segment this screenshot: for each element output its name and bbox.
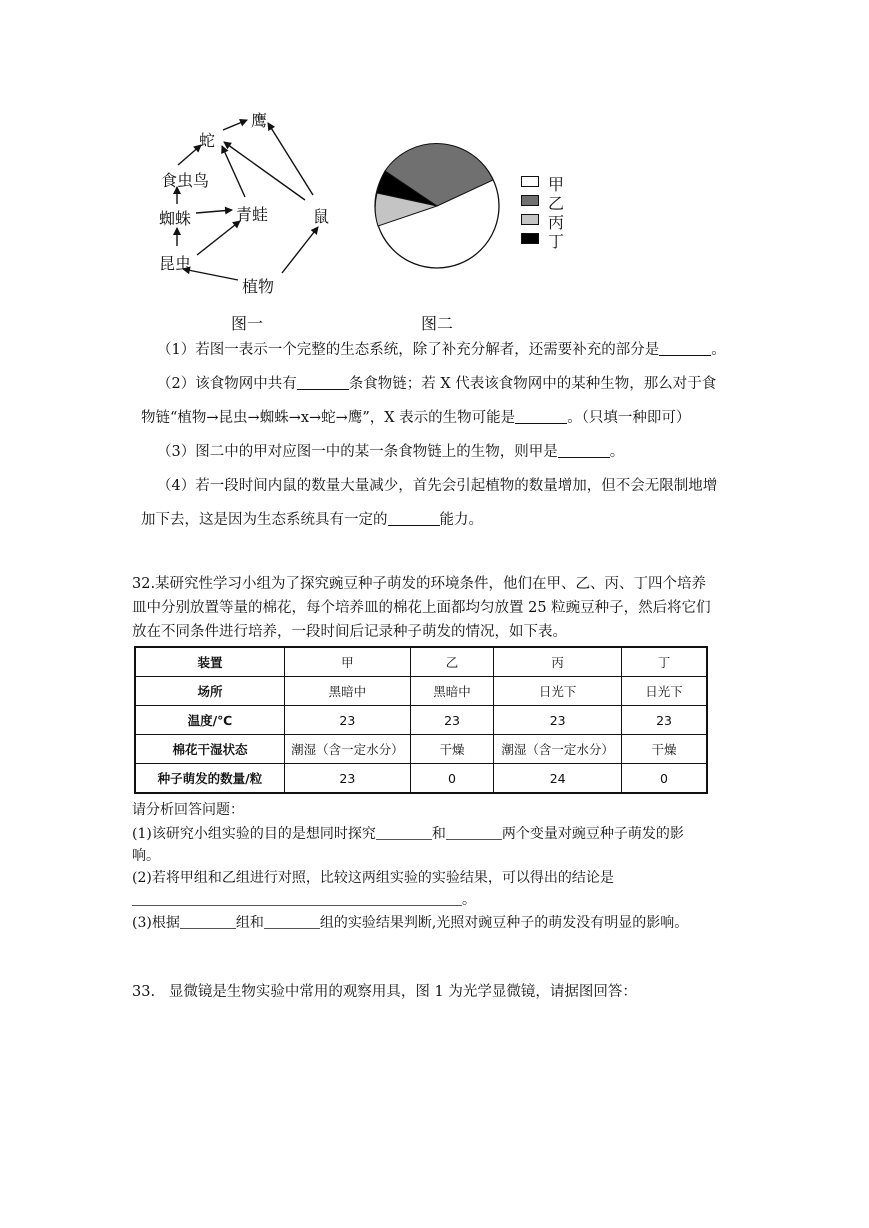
answer-blank[interactable]: [376, 825, 432, 840]
arrow-mouse-snake: [224, 142, 305, 200]
node-mouse: 鼠: [313, 207, 330, 226]
table-cell: 0: [622, 764, 707, 794]
q31-part3-text: （3）图二中的甲对应图一中的某一条食物链上的生物，则甲是: [157, 444, 558, 460]
arrow-frog-snake: [222, 146, 245, 197]
q32-sub1-text-c: 两个变量对豌豆种子萌发的影: [501, 826, 684, 842]
q31-part2-text-d: 。（只填一种即可）: [567, 410, 691, 426]
answer-blank[interactable]: [558, 443, 610, 458]
node-spider: 蜘蛛: [159, 209, 192, 228]
node-insectivorous-bird: 食虫鸟: [161, 171, 210, 190]
q33-text: 33. 显微镜是生物实验中常用的观察用具，图 1 为光学显微镜，请据图回答：: [132, 984, 637, 1000]
q31-part2-line1: [157, 374, 716, 394]
table-cell: 日光下: [622, 677, 707, 706]
q31-part1: [157, 340, 726, 360]
legend-label-bing: 丙: [548, 213, 565, 232]
answer-blank[interactable]: [388, 511, 440, 526]
figure-2-caption: 图二: [421, 314, 454, 333]
q32-sub2-line2: [132, 890, 476, 910]
q31-part1-end: 。: [711, 342, 726, 358]
legend-swatch-bing: [521, 214, 539, 225]
table-row-header: 棉花干湿状态: [135, 735, 284, 764]
legend-label-yi: 乙: [548, 194, 565, 213]
arrow-insect-frog: [197, 221, 240, 255]
table-cell: 黑暗中: [410, 677, 493, 706]
table-cell: 23: [622, 706, 707, 735]
node-plant: 植物: [242, 277, 275, 296]
arrow-snake-eagle: [223, 120, 247, 130]
q32-sub1-text-b: 和: [431, 826, 446, 842]
q32-sub3-text-b: 组和: [235, 915, 264, 931]
table-cell: 23: [410, 706, 493, 735]
table-cell: 干燥: [410, 735, 493, 764]
table-row-header: 种子萌发的数量/粒: [135, 764, 284, 794]
germination-table: [134, 646, 708, 794]
legend-label-jia: 甲: [548, 175, 565, 194]
table-header-cell: 丙: [494, 647, 622, 677]
q32-sub3: [132, 913, 688, 933]
node-frog: 青蛙: [236, 205, 269, 224]
q31-part2-text-c: 物链“植物→昆虫→蜘蛛→x→蛇→鹰”，X 表示的生物可能是: [141, 410, 516, 426]
answer-blank[interactable]: [180, 914, 236, 929]
table-cell: 潮湿（含一定水分）: [284, 735, 410, 764]
q32-sub2-end: 。: [462, 892, 476, 908]
table-cell: 23: [284, 706, 410, 735]
table-row: [135, 735, 707, 764]
q32-sub1-text-a: (1)该研究小组实验的目的是想同时探究: [132, 826, 376, 842]
table-cell: 0: [410, 764, 493, 794]
q31-part4-text-b: 加下去，这是因为生态系统具有一定的: [141, 512, 388, 528]
table-cell: 黑暗中: [284, 677, 410, 706]
q32-sub2-line1: (2)若将甲组和乙组进行对照，比较这两组实验的实验结果，可以得出的结论是: [132, 870, 614, 886]
answer-blank[interactable]: [132, 891, 462, 906]
table-row: [135, 647, 707, 677]
figure-1-caption: 图一: [231, 314, 264, 333]
q31-part4-line1: [157, 476, 717, 496]
table-row: [135, 677, 707, 706]
node-snake: 蛇: [199, 131, 216, 150]
legend-swatch-jia: [521, 176, 539, 187]
q31-part1-text: （1）若图一表示一个完整的生态系统，除了补充分解者，还需要补充的部分是: [157, 342, 660, 358]
arrow-plant-insect: [183, 269, 238, 280]
q31-part4-text-a: （4）若一段时间内鼠的数量大量减少，首先会引起植物的数量增加，但不会无限制地增: [157, 478, 718, 494]
q32-sub3-text-a: (3)根据: [132, 915, 180, 931]
answer-blank[interactable]: [264, 914, 320, 929]
table-header-cell: 乙: [410, 647, 493, 677]
node-eagle: 鹰: [251, 111, 268, 130]
table-cell: 23: [494, 706, 622, 735]
arrow-mouse-eagle: [268, 123, 313, 195]
table-cell: 24: [494, 764, 622, 794]
table-cell: 23: [284, 764, 410, 794]
table-cell: 潮湿（含一定水分）: [494, 735, 622, 764]
answer-blank[interactable]: [446, 825, 502, 840]
legend-swatch-ding: [521, 233, 539, 244]
answer-blank[interactable]: [515, 409, 567, 424]
legend-swatch-yi: [521, 195, 539, 206]
table-row: [135, 764, 707, 794]
arrow-plant-mouse: [282, 227, 318, 273]
table-cell: 干燥: [622, 735, 707, 764]
arrow-spider-frog: [196, 210, 232, 213]
table-row: [135, 706, 707, 735]
q31-part4-text-c: 能力。: [439, 512, 483, 528]
answer-blank[interactable]: [297, 375, 349, 390]
pie-chart: [372, 141, 502, 271]
q32-prompt: 请分析回答问题：: [132, 802, 244, 818]
q32-sub3-text-c: 组的实验结果判断,光照对豌豆种子的萌发没有明显的影响。: [319, 915, 689, 931]
q32-intro-line2: 皿中分别放置等量的棉花，每个培养皿的棉花上面都均匀放置 25 粒豌豆种子，然后将它们: [132, 600, 711, 616]
q32-intro-line1: 32.某研究性学习小组为了探究豌豆种子萌发的环境条件，他们在甲、乙、丙、丁四个培养: [132, 576, 707, 592]
table-header-cell: 装置: [135, 647, 284, 677]
table-row-header: 场所: [135, 677, 284, 706]
q32-sub1-line1: [132, 824, 684, 844]
q32-sub1-line2: 响。: [132, 848, 160, 864]
legend-label-ding: 丁: [548, 232, 565, 251]
q31-part3-end: 。: [609, 444, 625, 460]
arrow-bird-snake: [178, 145, 201, 165]
q31-part3: [157, 442, 624, 462]
answer-blank[interactable]: [659, 341, 711, 356]
node-insect: 昆虫: [159, 254, 192, 273]
q31-part2-line2: [141, 408, 690, 428]
table-header-cell: 丁: [622, 647, 707, 677]
table-cell: 日光下: [494, 677, 622, 706]
table-row-header: 温度/℃: [135, 706, 284, 735]
q31-part4-line2: [141, 510, 483, 530]
q32-intro-line3: 放在不同条件进行培养，一段时间后记录种子萌发的情况，如下表。: [132, 624, 567, 640]
q31-part2-text-b: 条食物链；若 X 代表该食物网中的某种生物，那么对于食: [348, 376, 717, 392]
q31-part2-text-a: （2）该食物网中共有: [157, 376, 297, 392]
table-header-cell: 甲: [284, 647, 410, 677]
